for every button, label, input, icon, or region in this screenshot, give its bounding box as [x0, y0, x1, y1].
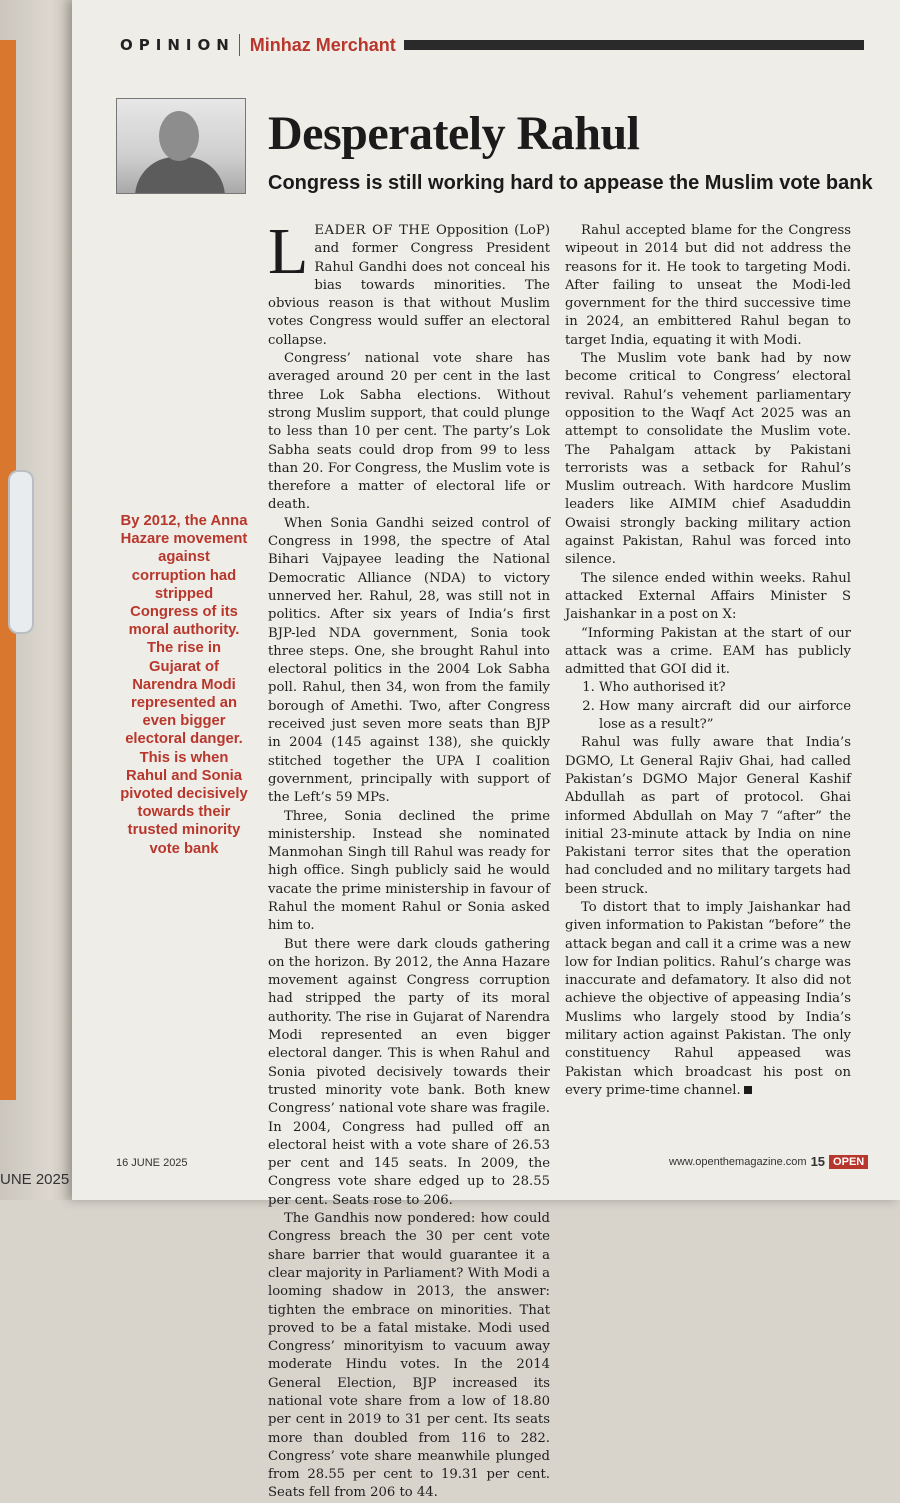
paragraph-3: When Sonia Gandhi seized control of Congress in 1998, the spectre of Atal Bihari Vajpayee leading the National Democratic Alliance (NDA) to victory unnerved her. Rahul, 28, was still not in politics. After six years of India’s first BJP-led NDA government, Sonia took three steps. One, she brought Rahul into electoral politics in the 2004 Lok Sabha poll. Rahul, then 34, won from the family borough of Amethi. Two, after Congress received just seven more seats than BJP in 2004 (145 against 138), she quickly stitched together the UPA I coalition government, principally with support of the Left’s 59 MPs. [268, 515, 550, 806]
page-number: 15 [810, 1154, 826, 1169]
kicker-divider [239, 34, 240, 56]
facing-page [0, 0, 72, 1200]
author-photo-head [159, 111, 199, 161]
quoted-post: “Informing Pakistan at the start of our attack was a crime. EAM has publicly admitted that GOI did it. [565, 625, 851, 678]
article-column-1 [268, 215, 550, 1503]
paragraph-9: The silence ended within weeks. Rahul attacked External Affairs Minister S Jaishankar in a post on X: [565, 570, 851, 623]
quoted-list-item: 1. Who authorised it? [599, 679, 851, 697]
paragraph-8: The Muslim vote bank had by now become critical to Congress’ electoral revival. Rahul’s vehement parliamentary opposition to the Waqf Act 2025 was an attempt to consolidate the Muslim vote. The Pahalgam attack by Pakistani terrorists was a setback for Rahul’s Muslim outreach. With hardcore Muslim leaders like AIMIM chief Asaduddin Owaisi strongly backing military action against Pakistan, Rahul was forced into silence. [565, 351, 851, 568]
author-photo-body [135, 157, 225, 194]
facing-page-date: UNE 2025 [0, 1171, 70, 1188]
quoted-list-item: 2. How many aircraft did our airforce lose as a result?” [599, 698, 851, 735]
phone-edge [8, 470, 34, 634]
section-kicker [120, 34, 396, 56]
footer-website: www.openthemagazine.com [669, 1155, 807, 1168]
paragraph-1 [268, 215, 550, 350]
magazine-page [72, 0, 900, 1501]
paragraph-7: Rahul accepted blame for the Congress wipeout in 2014 but did not address the reasons for it. He took to targeting Modi. After failing to unseat the Modi-led government for the third successive time in 2024, an embittered Rahul began to target India, equating it with Modi. [565, 223, 851, 348]
paragraph-11-text: To distort that to imply Jaishankar had given information to Pakistan “before” the attack began and call it a crime was a new low for Indian politics. Rahul’s charge was inaccurate and defamatory. It also did not achieve the objective of appeasing India’s Muslims who largely stood by India’s military action against Pakistan. The only constituency Rahul appeased was Pakistan which broadcast his post on every prime-time channel. [565, 899, 851, 1098]
subheadline: Congress is still working hard to appease the Muslim vote bank [268, 172, 873, 194]
section-label: OPINION [120, 36, 235, 54]
paragraph-2: Congress’ national vote share has averaged around 20 per cent in the last three Lok Sabha elections. Without strong Muslim support, that could plunge to less than 10 per cent. The party’s Lok Sabha seats could drop from 99 to less than 20. For Congress, the Muslim vote is therefore a matter of electoral life or death. [268, 351, 550, 513]
paragraph-6: The Gandhis now pondered: how could Congress breach the 30 per cent vote share barrier that would guarantee it a clear majority in Parliament? With Modi a looming shadow in 2013, the answer: tighten the embrace on minorities. That proved to be a fatal mistake. Modi used Congress’ minorityism to vacuum away moderate Hindu votes. In the 2014 General Election, BJP increased its national vote share from a low of 18.80 per cent in 2019 to 31 per cent. Its seats more than doubled from 116 to 282. Congress’ vote share meanwhile plunged from 28.55 per cent to 19.31 per cent. Seats fell from 206 to 44. [268, 1211, 550, 1501]
header-rule [404, 40, 864, 50]
paragraph-5: But there were dark clouds gathering on the horizon. By 2012, the Anna Hazare movement against Congress corruption had stripped the party of its moral authority. The rise in Gujarat of Narendra Modi represented an even bigger electoral danger. This is when Rahul and Sonia pivoted decisively towards their trusted minority vote bank. Both knew Congress’ national vote share was fragile. In 2004, Congress had pulled off an electoral heist with a vote share of 26.53 per cent and 145 seats. In 2009, the Congress vote share edged up to 28.55 per cent. Seats rose to 206. [268, 936, 550, 1208]
paragraph-11 [565, 899, 851, 1100]
pull-quote: By 2012, the Anna Hazare movement against corruption had stripped Congress of its moral authority. The rise in Gujarat of Narendra Modi represented an even bigger electoral danger. This is when Rahul and Sonia pivoted decisively towards their trusted minority vote bank [120, 513, 248, 857]
end-mark [744, 1086, 752, 1094]
footer-date: 16 JUNE 2025 [116, 1157, 188, 1169]
author-photo [116, 98, 246, 194]
paragraph-4: Three, Sonia declined the prime ministership. Instead she nominated Manmohan Singh till Rahul was ready for high office. Singh publicly said he would vacate the prime ministership in favour of Rahul the moment Rahul or Sonia asked him to. [268, 808, 550, 934]
open-logo: OPEN [829, 1155, 868, 1169]
footer-folio [669, 1154, 868, 1169]
drop-cap: L [268, 215, 309, 288]
quoted-list [565, 679, 851, 734]
author-name: Minhaz Merchant [249, 34, 396, 55]
headline: Desperately Rahul [268, 107, 640, 160]
article-column-2 [565, 222, 851, 1100]
lead-in: EADER OF THE [314, 223, 431, 238]
paragraph-1-text: Opposition (LoP) and former Congress President Rahul Gandhi does not conceal his bias towards minorities. The obvious reason is that without Muslim votes Congress would suffer an electoral collapse. [268, 223, 550, 348]
paragraph-10: Rahul was fully aware that India’s DGMO, Lt General Rajiv Ghai, had called Pakistan’s DGMO Major General Kashif Abdullah as part of protocol. Ghai informed Abdullah on May 7 “after” the initial 23-minute attack by India on nine Pakistani terror sites that the operation had concluded and no military targets had been struck. [565, 735, 851, 897]
